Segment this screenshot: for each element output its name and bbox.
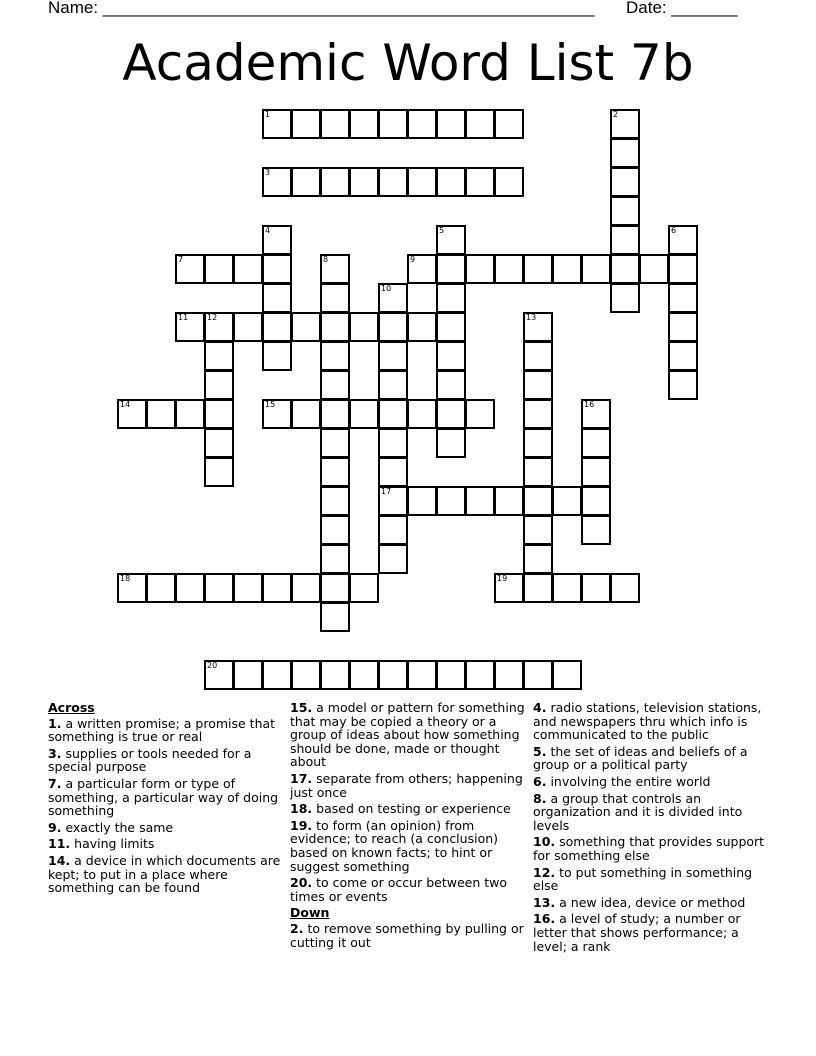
- grid-cell[interactable]: [320, 573, 350, 603]
- grid-cell[interactable]: [320, 283, 350, 313]
- clue-number-label: 10: [381, 284, 392, 293]
- grid-cell[interactable]: [378, 457, 408, 487]
- clue-number-label: 11: [178, 313, 189, 322]
- clue-number-label: 13: [526, 313, 537, 322]
- grid-cell[interactable]: [291, 312, 321, 342]
- clue-number-label: 9: [410, 255, 416, 264]
- grid-cell[interactable]: [233, 573, 263, 603]
- down-clue-10: [533, 835, 768, 862]
- grid-cell[interactable]: [349, 573, 379, 603]
- grid-cell[interactable]: [407, 312, 437, 342]
- grid-cell[interactable]: [262, 225, 292, 255]
- grid-cell[interactable]: [291, 399, 321, 429]
- grid-cell[interactable]: [523, 254, 553, 284]
- clue-text: to form (an opinion) from evidence; to reach (a conclusion) based on known facts; to hint or suggest something: [290, 817, 499, 874]
- clue-number-label: 16: [584, 400, 595, 409]
- grid-cell[interactable]: [378, 544, 408, 574]
- grid-cell[interactable]: [378, 428, 408, 458]
- clue-number: 16.: [533, 911, 556, 927]
- grid-cell[interactable]: [320, 544, 350, 574]
- across-clue-9: [48, 821, 283, 835]
- grid-cell[interactable]: [204, 254, 234, 284]
- grid-cell[interactable]: [639, 254, 669, 284]
- grid-cell[interactable]: [262, 167, 292, 197]
- grid-cell[interactable]: [581, 428, 611, 458]
- grid-cell[interactable]: [349, 312, 379, 342]
- grid-cell[interactable]: [146, 573, 176, 603]
- grid-cell[interactable]: [320, 515, 350, 545]
- clue-number: 11.: [48, 836, 71, 852]
- grid-cell[interactable]: [436, 283, 466, 313]
- clue-number-label: 6: [671, 226, 677, 235]
- across-clue-7: [48, 777, 283, 818]
- grid-cell[interactable]: [610, 167, 640, 197]
- grid-cell[interactable]: [494, 167, 524, 197]
- clue-number: 15.: [290, 700, 313, 715]
- clue-number-label: 7: [178, 255, 184, 264]
- grid-cell[interactable]: [552, 660, 582, 690]
- grid-cell[interactable]: [436, 167, 466, 197]
- clue-number-label: 20: [207, 661, 218, 670]
- grid-cell[interactable]: [610, 254, 640, 284]
- clue-number: 19.: [290, 817, 313, 833]
- grid-cell[interactable]: [320, 660, 350, 690]
- grid-cell[interactable]: [494, 573, 524, 603]
- clue-text: a device in which documents are kept; to put in a place where something can be found: [48, 852, 281, 896]
- grid-cell[interactable]: [436, 109, 466, 139]
- grid-cell[interactable]: [291, 573, 321, 603]
- grid-cell[interactable]: [581, 457, 611, 487]
- grid-cell[interactable]: [291, 109, 321, 139]
- grid-cell[interactable]: [378, 399, 408, 429]
- grid-cell[interactable]: [581, 573, 611, 603]
- clue-number: 17.: [290, 770, 313, 786]
- clue-number: 5.: [533, 743, 547, 759]
- down-clue-2: [290, 922, 526, 949]
- clue-text: something that provides support for something else: [533, 834, 765, 863]
- grid-cell[interactable]: [175, 573, 205, 603]
- clue-number: 18.: [290, 801, 313, 817]
- grid-cell[interactable]: [378, 486, 408, 516]
- grid-cell[interactable]: [320, 486, 350, 516]
- grid-cell[interactable]: [320, 254, 350, 284]
- clue-text: a model or pattern for something that may be copied a theory or a group of ideas about how something should be done, made or thought about: [290, 700, 525, 770]
- clue-number-label: 3: [265, 168, 271, 177]
- grid-cell[interactable]: [523, 544, 553, 574]
- grid-cell[interactable]: [320, 370, 350, 400]
- grid-cell[interactable]: [581, 399, 611, 429]
- across-clue-17: [290, 772, 526, 799]
- grid-cell[interactable]: [349, 399, 379, 429]
- grid-cell[interactable]: [407, 660, 437, 690]
- grid-cell[interactable]: [262, 399, 292, 429]
- clue-text: having limits: [74, 836, 155, 852]
- grid-cell[interactable]: [465, 109, 495, 139]
- grid-cell[interactable]: [494, 660, 524, 690]
- clue-text: a written promise; a promise that something is true or real: [48, 715, 276, 745]
- grid-cell[interactable]: [204, 341, 234, 371]
- clues-column-2: [290, 701, 526, 952]
- grid-cell[interactable]: [523, 428, 553, 458]
- grid-cell[interactable]: [552, 486, 582, 516]
- clue-number-label: 19: [497, 574, 508, 583]
- grid-cell[interactable]: [291, 660, 321, 690]
- grid-cell[interactable]: [233, 254, 263, 284]
- grid-cell[interactable]: [320, 167, 350, 197]
- down-clue-8: [533, 792, 768, 833]
- grid-cell[interactable]: [378, 283, 408, 313]
- across-clue-11: [48, 837, 283, 851]
- clue-text: radio stations, television stations, and newspapers thru which info is communicated to the public: [533, 700, 762, 743]
- grid-cell[interactable]: [407, 486, 437, 516]
- clue-number-label: 4: [265, 226, 271, 235]
- clue-text: the set of ideas and beliefs of a group or a political party: [533, 743, 748, 773]
- grid-cell[interactable]: [668, 370, 698, 400]
- grid-cell[interactable]: [175, 254, 205, 284]
- grid-cell[interactable]: [262, 341, 292, 371]
- clue-number-label: 2: [613, 110, 619, 119]
- grid-cell[interactable]: [668, 312, 698, 342]
- grid-cell[interactable]: [204, 457, 234, 487]
- grid-cell[interactable]: [407, 399, 437, 429]
- grid-cell[interactable]: [349, 660, 379, 690]
- grid-cell[interactable]: [320, 312, 350, 342]
- down-clue-6: [533, 775, 768, 789]
- grid-cell[interactable]: [610, 196, 640, 226]
- grid-cell[interactable]: [552, 254, 582, 284]
- grid-cell[interactable]: [523, 370, 553, 400]
- grid-cell[interactable]: [436, 254, 466, 284]
- grid-cell[interactable]: [523, 573, 553, 603]
- grid-cell[interactable]: [465, 486, 495, 516]
- across-clue-18: [290, 802, 526, 816]
- clue-number: 7.: [48, 775, 62, 791]
- clue-text: to remove something by pulling or cutting it out: [290, 920, 524, 950]
- grid-cell[interactable]: [610, 283, 640, 313]
- grid-cell[interactable]: [668, 254, 698, 284]
- grid-cell[interactable]: [117, 573, 147, 603]
- down-clue-16: [533, 912, 768, 953]
- grid-cell[interactable]: [407, 167, 437, 197]
- down-clue-4: [533, 701, 768, 742]
- down-clue-13: [533, 896, 768, 910]
- grid-cell[interactable]: [523, 486, 553, 516]
- grid-cell[interactable]: [378, 312, 408, 342]
- grid-cell[interactable]: [436, 312, 466, 342]
- grid-cell[interactable]: [204, 370, 234, 400]
- grid-cell[interactable]: [610, 109, 640, 139]
- clue-number-label: 17: [381, 487, 392, 496]
- down-clue-5: [533, 745, 768, 772]
- clue-number: 9.: [48, 819, 62, 835]
- grid-cell[interactable]: [465, 399, 495, 429]
- grid-cell[interactable]: [523, 660, 553, 690]
- grid-cell[interactable]: [552, 573, 582, 603]
- grid-cell[interactable]: [494, 254, 524, 284]
- clue-number: 20.: [290, 875, 313, 891]
- grid-cell[interactable]: [320, 109, 350, 139]
- clue-number-label: 8: [323, 255, 329, 264]
- across-clue-3: [48, 747, 283, 774]
- clue-number-label: 15: [265, 400, 276, 409]
- grid-cell[interactable]: [349, 109, 379, 139]
- grid-cell[interactable]: [175, 399, 205, 429]
- grid-cell[interactable]: [204, 660, 234, 690]
- clue-number: 10.: [533, 834, 556, 850]
- grid-cell[interactable]: [436, 486, 466, 516]
- clues-column-1: [48, 701, 283, 898]
- grid-cell[interactable]: [668, 341, 698, 371]
- grid-cell[interactable]: [436, 660, 466, 690]
- clue-number: 6.: [533, 773, 547, 789]
- grid-cell[interactable]: [233, 660, 263, 690]
- grid-cell[interactable]: [465, 660, 495, 690]
- across-clue-15: [290, 701, 526, 769]
- grid-cell[interactable]: [233, 312, 263, 342]
- grid-cell[interactable]: [407, 254, 437, 284]
- grid-cell[interactable]: [523, 399, 553, 429]
- across-clue-20: [290, 876, 526, 903]
- clue-number: 12.: [533, 864, 556, 880]
- across-clue-19: [290, 819, 526, 873]
- name-line[interactable]: Name: ____________________________________________________: [48, 0, 595, 17]
- grid-cell[interactable]: [436, 225, 466, 255]
- grid-cell[interactable]: [436, 370, 466, 400]
- grid-cell[interactable]: [320, 457, 350, 487]
- grid-cell[interactable]: [378, 109, 408, 139]
- grid-cell[interactable]: [378, 341, 408, 371]
- grid-cell[interactable]: [262, 283, 292, 313]
- grid-cell[interactable]: [320, 399, 350, 429]
- grid-cell[interactable]: [465, 254, 495, 284]
- clue-number-label: 1: [265, 110, 271, 119]
- grid-cell[interactable]: [262, 254, 292, 284]
- clue-number-label: 14: [120, 400, 131, 409]
- clues-column-3: [533, 701, 768, 956]
- grid-cell[interactable]: [262, 573, 292, 603]
- grid-cell[interactable]: [523, 312, 553, 342]
- clue-number: 13.: [533, 894, 556, 910]
- clue-text: to put something in something else: [533, 864, 753, 894]
- across-heading: Across: [48, 700, 95, 715]
- clue-number-label: 18: [120, 574, 131, 583]
- clue-number-label: 12: [207, 313, 218, 322]
- grid-cell[interactable]: [465, 167, 495, 197]
- grid-cell[interactable]: [378, 167, 408, 197]
- grid-cell[interactable]: [523, 341, 553, 371]
- grid-cell[interactable]: [262, 660, 292, 690]
- clue-text: based on testing or experience: [316, 801, 511, 817]
- down-heading: Down: [290, 905, 330, 921]
- grid-cell[interactable]: [581, 254, 611, 284]
- grid-cell[interactable]: [610, 573, 640, 603]
- grid-cell[interactable]: [610, 225, 640, 255]
- across-clue-14: [48, 854, 283, 895]
- grid-cell[interactable]: [204, 399, 234, 429]
- clue-number: 14.: [48, 852, 71, 868]
- grid-cell[interactable]: [291, 167, 321, 197]
- grid-cell[interactable]: [175, 312, 205, 342]
- grid-cell[interactable]: [320, 602, 350, 632]
- clue-number: 4.: [533, 700, 547, 715]
- grid-cell[interactable]: [204, 428, 234, 458]
- grid-cell[interactable]: [407, 109, 437, 139]
- clue-text: involving the entire world: [550, 773, 711, 789]
- grid-cell[interactable]: [204, 312, 234, 342]
- clue-number: 2.: [290, 920, 304, 936]
- grid-cell[interactable]: [436, 341, 466, 371]
- grid-cell[interactable]: [378, 515, 408, 545]
- grid-cell[interactable]: [320, 428, 350, 458]
- grid-cell[interactable]: [494, 486, 524, 516]
- clue-text: a particular form or type of something, a particular way of doing something: [48, 775, 279, 819]
- down-clue-12: [533, 866, 768, 893]
- clue-number: 3.: [48, 745, 62, 761]
- grid-cell[interactable]: [668, 283, 698, 313]
- grid-cell[interactable]: [378, 370, 408, 400]
- clue-text: separate from others; happening just once: [290, 770, 523, 800]
- clue-number-label: 5: [439, 226, 445, 235]
- clue-text: a group that controls an organization and it is divided into levels: [533, 790, 743, 833]
- grid-cell[interactable]: [204, 573, 234, 603]
- grid-cell[interactable]: [494, 109, 524, 139]
- grid-cell[interactable]: [146, 399, 176, 429]
- grid-cell[interactable]: [262, 109, 292, 139]
- grid-cell[interactable]: [320, 341, 350, 371]
- clue-text: supplies or tools needed for a special purpose: [48, 745, 252, 775]
- clue-text: a level of study; a number or letter that shows performance; a level; a rank: [533, 911, 741, 954]
- clue-text: a new idea, device or method: [559, 894, 746, 910]
- grid-cell[interactable]: [668, 225, 698, 255]
- grid-cell[interactable]: [349, 167, 379, 197]
- clue-text: to come or occur between two times or events: [290, 875, 508, 904]
- grid-cell[interactable]: [610, 138, 640, 168]
- page-title: Academic Word List 7b: [122, 34, 694, 92]
- date-line[interactable]: Date: _______: [626, 0, 738, 17]
- grid-cell[interactable]: [436, 399, 466, 429]
- grid-cell[interactable]: [262, 312, 292, 342]
- grid-cell[interactable]: [581, 486, 611, 516]
- grid-cell[interactable]: [523, 457, 553, 487]
- grid-cell[interactable]: [378, 660, 408, 690]
- grid-cell[interactable]: [117, 399, 147, 429]
- grid-cell[interactable]: [581, 515, 611, 545]
- grid-cell[interactable]: [523, 515, 553, 545]
- clue-text: exactly the same: [65, 819, 174, 835]
- clue-number: 1.: [48, 715, 62, 731]
- across-clue-1: [48, 717, 283, 744]
- grid-cell[interactable]: [436, 428, 466, 458]
- clue-number: 8.: [533, 790, 547, 806]
